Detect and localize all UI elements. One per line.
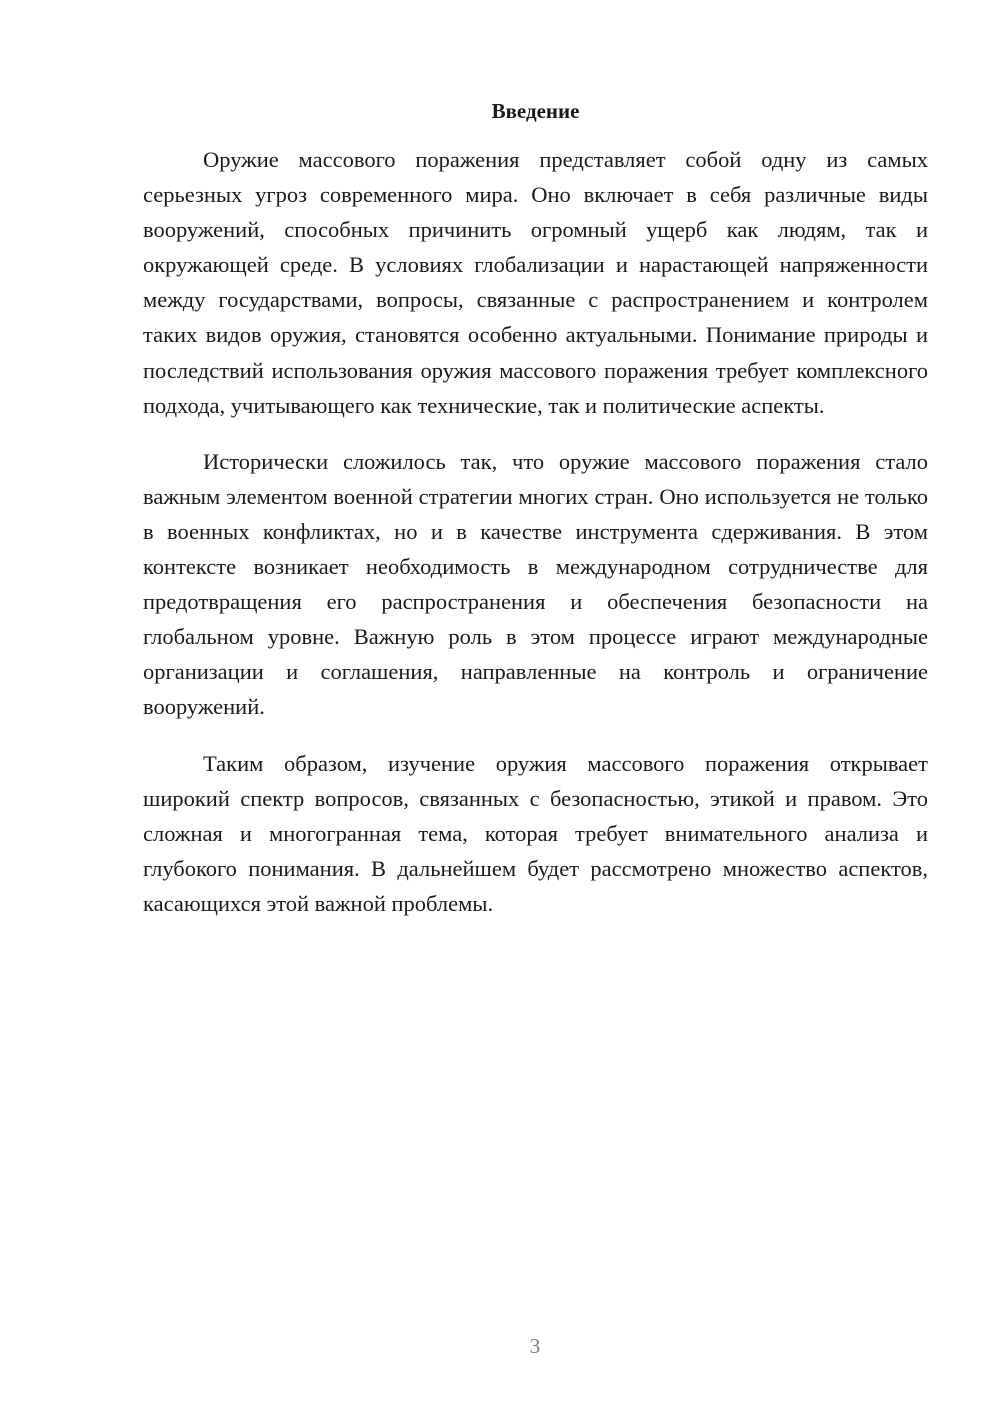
paragraph-1: Оружие массового поражения представляет собой одну из самых серьезных угроз современного мира. Оно включает в себя различные виды вооружений, способных причинить огромный ущерб как людям, так и окружающей среде. В условиях глобализации и нарастающей напряженности между государствами, вопросы, связанные с распространением и контролем таких видов оружия, становятся особенно актуальными. Понимание природы и последствий использования оружия массового поражения требует комплексного подхода, учитывающего как технические, так и политические аспекты. (143, 147, 928, 418)
paragraph-2: Исторически сложилось так, что оружие массового поражения стало важным элементом военной стратегии многих стран. Оно используется не только в военных конфликтах, но и в качестве инструмента сдерживания. В этом контексте возникает необходимость в международном сотрудничестве для предотвращения его распространения и обеспечения безопасности на глобальном уровне. Важную роль в этом процессе играют международные организации и соглашения, направленные на контроль и ограничение вооружений. (143, 448, 928, 720)
page-title: Введение (491, 99, 580, 123)
page-number: 3 (529, 1334, 541, 1358)
paragraph-3: Таким образом, изучение оружия массового поражения открывает широкий спектр вопросов, связанных с безопасностью, этикой и правом. Это сложная и многогранная тема, которая требует внимательного анализа и глубокого понимания. В дальнейшем будет рассмотрено множество аспектов, касающихся этой важной проблемы. (143, 750, 928, 916)
body-text (143, 142, 928, 942)
